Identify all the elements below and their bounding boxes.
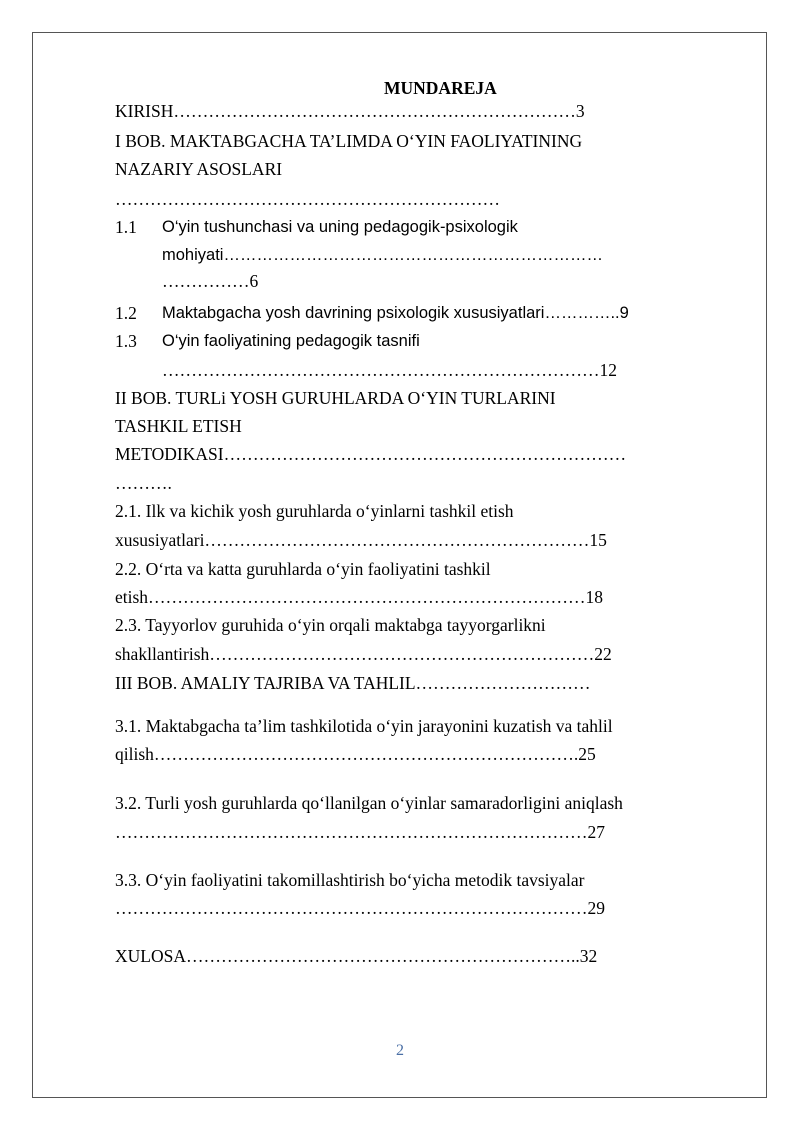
toc-section-1-1-line-1: O‘yin tushunchasi va uning pedagogik-psixologik [162, 218, 518, 236]
toc-chapter-1-line-1: I BOB. MAKTABGACHA TA’LIMDA O‘YIN FAOLIYATINING [115, 131, 583, 151]
toc-section-2-1-line-2: xususiyatlari…………………………………………………………15 [115, 530, 607, 550]
toc-section-1-3-number: 1.3 [115, 331, 137, 351]
toc-chapter-1-line-2: NAZARIY ASOSLARI [115, 159, 283, 179]
toc-section-2-1-line-1: 2.1. Ilk va kichik yosh guruhlarda o‘yinlarni tashkil etish [115, 501, 514, 521]
page-number: 2 [396, 1042, 404, 1059]
toc-section-2-3-line-1: 2.3. Tayyorlov guruhida o‘yin orqali maktabga tayyorgarlikni [115, 615, 546, 635]
toc-section-1-3-line-2: …………………………………………………………………12 [162, 360, 617, 380]
toc-entry-xulosa: XULOSA…………………………………………………………..32 [115, 946, 598, 966]
toc-section-1-3-line-1: O‘yin faoliyatining pedagogik tasnifi [162, 332, 420, 350]
toc-section-3-2-line-2: ………………………………………………………………………27 [115, 822, 605, 842]
toc-entry-kirish: KIRISH……………………………………………………………3 [115, 101, 585, 121]
toc-chapter-2-line-3: METODIKASI…………………………………………………………… [115, 444, 627, 464]
toc-chapter-3: III BOB. AMALIY TAJRIBA VA TAHLIL………………………… [115, 673, 591, 693]
toc-section-1-2-line-1: Maktabgacha yosh davrining psixologik xususiyatlari…………..9 [162, 304, 629, 322]
toc-chapter-2-line-1: II BOB. TURLi YOSH GURUHLARDA O‘YIN TURLARINI [115, 388, 556, 408]
toc-chapter-1-dots: ………………………………………………………… [115, 189, 500, 209]
toc-section-3-1-line-2: qilish……………………………………………………………….25 [115, 744, 596, 764]
toc-section-1-1-line-3: ……………6 [162, 271, 259, 291]
toc-section-3-2-line-1: 3.2. Turli yosh guruhlarda qo‘llanilgan o‘yinlar samaradorligini aniqlash [115, 793, 623, 813]
toc-section-1-2-number: 1.2 [115, 303, 137, 323]
toc-chapter-2-line-2: TASHKIL ETISH [115, 416, 242, 436]
toc-section-2-2-line-2: etish…………………………………………………………………18 [115, 587, 604, 607]
toc-section-3-3-line-2: ………………………………………………………………………29 [115, 898, 605, 918]
toc-section-3-1-line-1: 3.1. Maktabgacha ta’lim tashkilotida o‘yin jarayonini kuzatish va tahlil [115, 716, 613, 736]
toc-section-1-1-number: 1.1 [115, 217, 137, 237]
toc-section-3-3-line-1: 3.3. O‘yin faoliyatini takomillashtirish bo‘yicha metodik tavsiyalar [115, 870, 585, 890]
toc-section-1-1-line-2: mohiyati…………………………………………………………… [162, 246, 603, 264]
toc-section-2-3-line-2: shakllantirish…………………………………………………………22 [115, 644, 612, 664]
page-title: MUNDAREJA [384, 78, 497, 98]
toc-section-2-2-line-1: 2.2. O‘rta va katta guruhlarda o‘yin faoliyatini tashkil [115, 559, 491, 579]
toc-chapter-2-line-4: ………. [115, 473, 172, 493]
